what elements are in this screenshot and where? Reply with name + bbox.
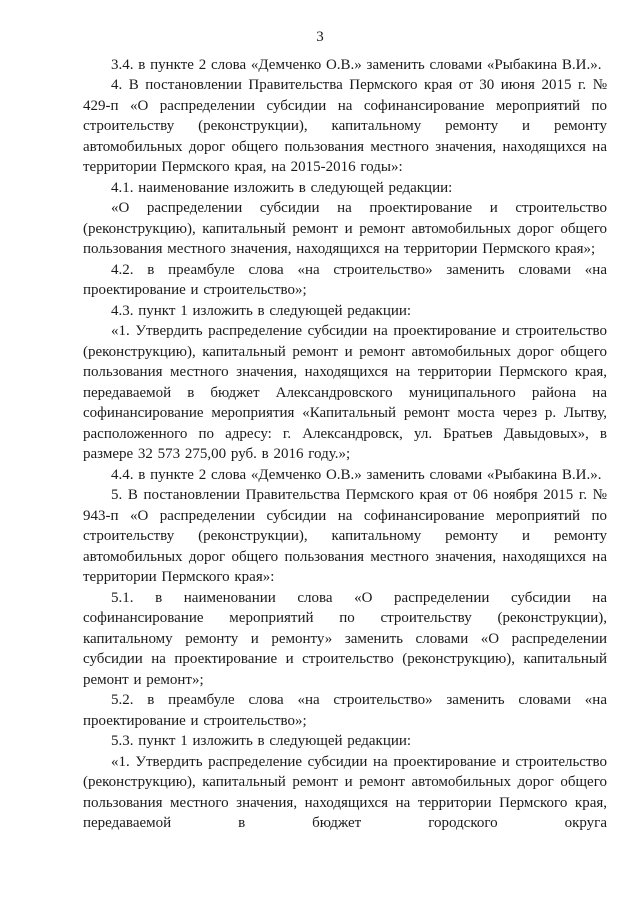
document-body	[83, 55, 607, 834]
paragraph-4-3-text: «1. Утвердить распределение субсидии на проектирование и строительство (реконструкцию), капитальный ремонт и ремонт автомобильных дорог общего пользования местного значения, находящихся на территории Пермского края, передаваемой в бюджет Александровского муниципального района на софинансирование мероприятия «Капитальный ремонт моста через р. Лытву, расположенного по адресу: г. Александровск, ул. Братьев Давыдовых», в размере 32 573 275,00 руб. в 2016 году.»;	[83, 323, 607, 462]
paragraph-5-3-text: «1. Утвердить распределение субсидии на проектирование и строительство (реконструкцию), капитальный ремонт и ремонт автомобильных дорог общего пользования местного значения, находящихся на территории Пермского края, передаваемой в бюджет городского округа	[83, 753, 607, 831]
paragraph-5-3: 5.3. пункт 1 изложить в следующей редакции:	[111, 733, 412, 749]
paragraph-4-1: 4.1. наименование изложить в следующей редакции:	[111, 179, 453, 196]
paragraph-4-3: 4.3. пункт 1 изложить в следующей редакции:	[111, 302, 412, 319]
page-number: 3	[316, 29, 324, 45]
paragraph-5-1: 5.1. в наименовании слова «О распределении субсидии на софинансирование мероприятий по строительству (реконструкции), капитальному ремонту и ремонту» заменить словами «О распределении субсидии на проектирование и строительство (реконструкцию), капитальный ремонт и ремонт»;	[83, 589, 607, 688]
paragraph-5-2: 5.2. в преамбуле слова «на строительство» заменить словами «на проектирование и строительство»;	[83, 692, 607, 729]
paragraph-4-1-text: «О распределении субсидии на проектирование и строительство (реконструкцию), капитальный ремонт и ремонт автомобильных дорог общего пользования местного значения, находящихся на территории Пермского края»;	[83, 200, 607, 257]
paragraph-4-2: 4.2. в преамбуле слова «на строительство» заменить словами «на проектирование и строительство»;	[83, 261, 607, 298]
paragraph-5: 5. В постановлении Правительства Пермского края от 06 ноября 2015 г. № 943-п «О распределении субсидии на софинансирование мероприятий по строительству (реконструкции), капитальному ремонту и ремонту автомобильных дорог общего пользования местного значения, находящихся на территории Пермского края»:	[83, 487, 607, 585]
paragraph-4: 4. В постановлении Правительства Пермского края от 30 июня 2015 г. № 429-п «О распределении субсидии на софинансирование мероприятий по строительству (реконструкции), капитальному ремонту и ремонту автомобильных дорог общего пользования местного значения, находящихся на территории Пермского края, на 2015-2016 годы»:	[83, 77, 607, 175]
paragraph-3-4: 3.4. в пункте 2 слова «Демченко О.В.» заменить словами «Рыбакина В.И.».	[111, 56, 602, 73]
paragraph-4-4: 4.4. в пункте 2 слова «Демченко О.В.» заменить словами «Рыбакина В.И.».	[111, 466, 602, 483]
